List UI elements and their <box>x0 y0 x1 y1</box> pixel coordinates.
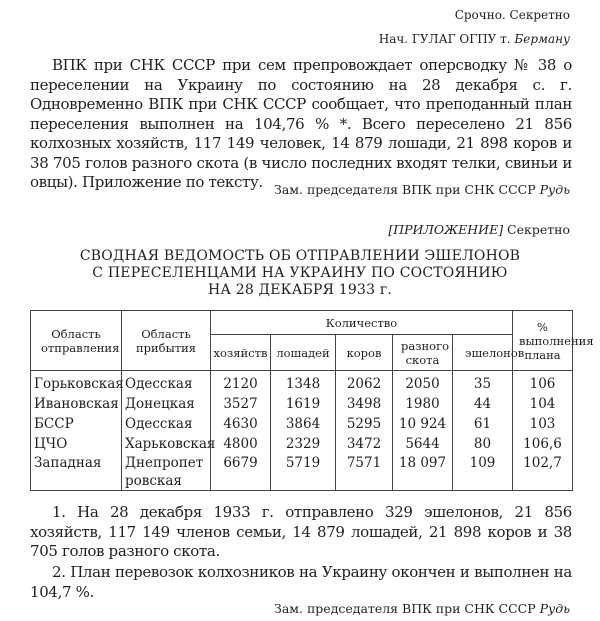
cell-percent: 103 <box>513 414 573 434</box>
header-percent-plan: % выполнения плана <box>513 311 573 371</box>
cell-echelons: 44 <box>453 394 513 414</box>
addressee-prefix: Нач. ГУЛАГ ОГПУ т. <box>378 32 515 46</box>
summary-table <box>30 310 594 491</box>
cell-from: ЦЧО <box>31 434 122 454</box>
cell-households: 2120 <box>211 371 271 395</box>
table-row <box>31 434 573 454</box>
cell-cows: 3472 <box>336 434 393 454</box>
cell-horses: 5719 <box>271 454 336 491</box>
cell-cows: 2062 <box>336 371 393 395</box>
title-line: СВОДНАЯ ВЕДОМОСТЬ ОБ ОТПРАВЛЕНИИ ЭШЕЛОНОВ <box>79 248 521 264</box>
cell-horses: 1348 <box>271 371 336 395</box>
cell-percent: 102,7 <box>513 454 573 491</box>
note-2: 2. План перевозок колхозников на Украину окончен и выполнен на 104,7 %. <box>30 563 572 601</box>
cell-to: Донецкая <box>122 394 211 414</box>
cell-horses: 1619 <box>271 394 336 414</box>
cell-other: 10 924 <box>393 414 453 434</box>
addressee <box>379 32 570 46</box>
title-line: С ПЕРЕСЕЛЕНЦАМИ НА УКРАИНУ ПО СОСТОЯНИЮ <box>92 265 508 281</box>
cell-other: 1980 <box>393 394 453 414</box>
appendix-title <box>0 248 600 299</box>
cell-to: Одесская <box>122 371 211 395</box>
cell-echelons: 35 <box>453 371 513 395</box>
header-echelons: эшелонов <box>453 335 513 371</box>
cell-other: 18 097 <box>393 454 453 491</box>
cell-households: 3527 <box>211 394 271 414</box>
cell-percent: 106,6 <box>513 434 573 454</box>
closing-signature-name: Рудь <box>539 601 570 616</box>
cell-percent: 106 <box>513 371 573 395</box>
header-horses: лошадей <box>271 335 336 371</box>
signature-name: Рудь <box>539 182 570 197</box>
cover-letter-text: ВПК при СНК СССР при сем препровождает оперсводку № 38 о переселении на Украину по состоянию на 28 декабря с. г. Одновременно ВПК при СНК СССР сообщает, что преподанный план переселения выполнен на 104,76 % *. Всего переселено 21 856 колхозных хозяйств, 117 149 человек, 14 879 лошади, 21 898 коров и 38 705 голов разного скота (в число последних входят телки, свиньи и овцы). Приложение по тексту. <box>30 56 572 191</box>
cell-echelons: 109 <box>453 454 513 491</box>
header-cows: коров <box>336 335 393 371</box>
signature-title: Зам. председателя ВПК при СНК СССР <box>274 182 540 197</box>
appendix-label-italic: [ПРИЛОЖЕНИЕ] <box>388 222 504 237</box>
cell-from: Ивановская <box>31 394 122 414</box>
header-quantity-group: Количество <box>211 311 513 335</box>
header-to-region: Область прибытия <box>122 311 211 371</box>
cell-households: 4800 <box>211 434 271 454</box>
classification-label: Срочно. Секретно <box>454 8 570 22</box>
cell-horses: 2329 <box>271 434 336 454</box>
cell-echelons: 80 <box>453 434 513 454</box>
cell-from: Западная <box>31 454 122 491</box>
cell-cows: 7571 <box>336 454 393 491</box>
cell-to: Днепропетровская <box>122 454 211 491</box>
table-row <box>31 371 573 395</box>
header-other-livestock: разного скота <box>393 335 453 371</box>
closing-signature <box>274 601 570 616</box>
appendix-label <box>388 222 570 237</box>
header-from-region: Область отправления <box>31 311 122 371</box>
appendix-classification: Секретно <box>503 222 570 237</box>
cell-from: БССР <box>31 414 122 434</box>
table-row <box>31 454 573 491</box>
cell-households: 4630 <box>211 414 271 434</box>
table-row <box>31 394 573 414</box>
cell-echelons: 61 <box>453 414 513 434</box>
addressee-name: Берману <box>514 32 570 46</box>
cell-horses: 3864 <box>271 414 336 434</box>
cell-percent: 104 <box>513 394 573 414</box>
cell-other: 5644 <box>393 434 453 454</box>
cell-cows: 5295 <box>336 414 393 434</box>
closing-signature-title: Зам. председателя ВПК при СНК СССР <box>274 601 540 616</box>
cell-other: 2050 <box>393 371 453 395</box>
table-row <box>31 414 573 434</box>
cover-letter-signature <box>274 182 570 197</box>
cell-cows: 3498 <box>336 394 393 414</box>
note-1: 1. На 28 декабря 1933 г. отправлено 329 эшелонов, 21 856 хозяйств, 117 149 членов семьи, 14 879 лошадей, 21 898 коров и 38 705 голов разного скота. <box>30 503 572 560</box>
cell-from: Горьковская <box>31 371 122 395</box>
title-line: НА 28 ДЕКАБРЯ 1933 г. <box>207 282 393 298</box>
cell-to: Одесская <box>122 414 211 434</box>
header-households: хозяйств <box>211 335 271 371</box>
cell-households: 6679 <box>211 454 271 491</box>
cell-to: Харьковская <box>122 434 211 454</box>
